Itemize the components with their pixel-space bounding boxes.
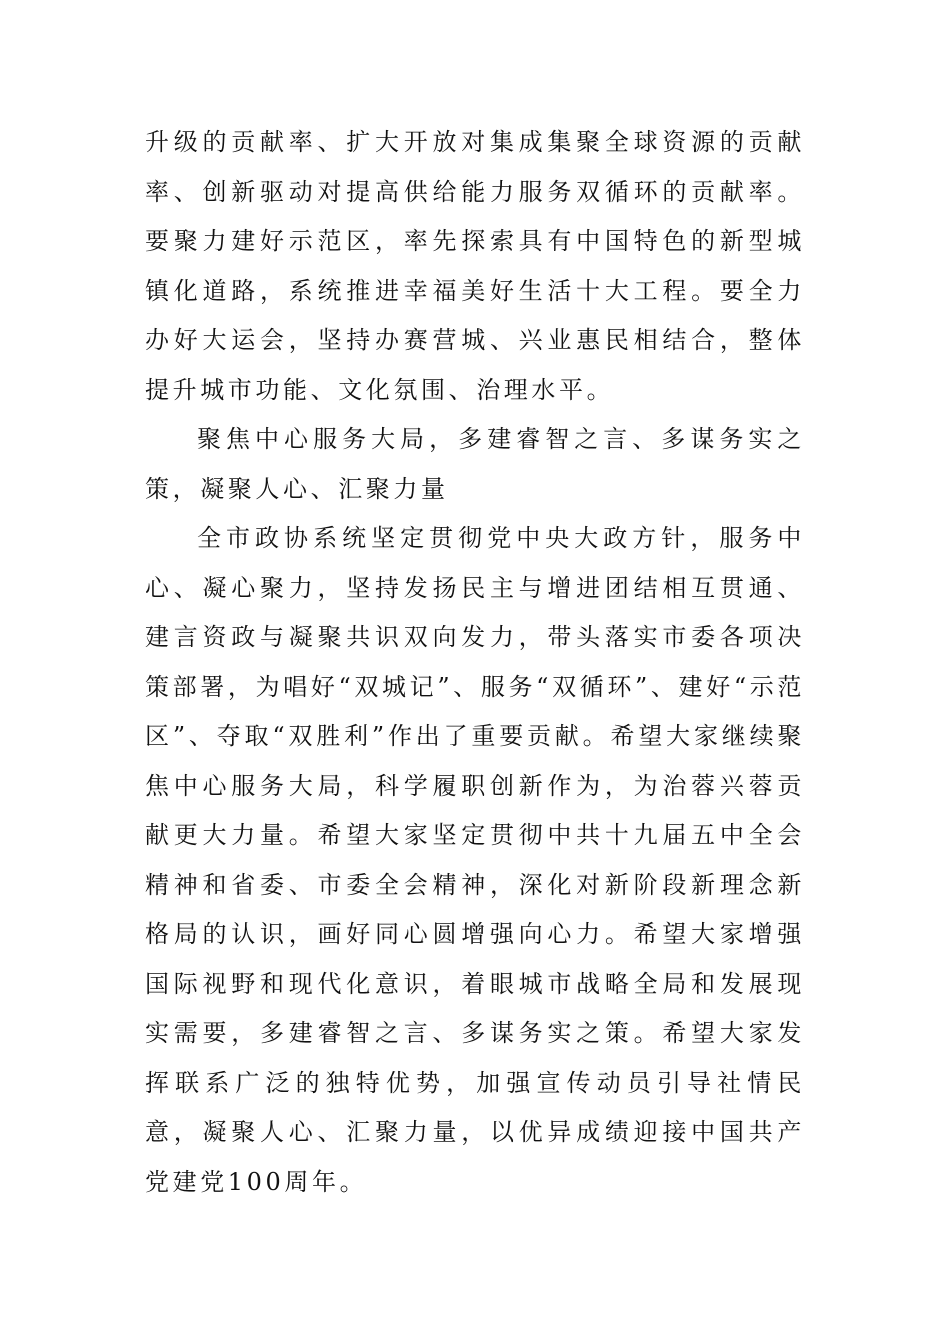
document-body xyxy=(145,118,805,1207)
section-heading-paragraph: 聚焦中心服务大局，多建睿智之言、多谋务实之策，凝聚人心、汇聚力量 xyxy=(145,425,805,503)
paragraph-body: 全市政协系统坚定贯彻党中央大政方针，服务中心、凝心聚力，坚持发扬民主与增进团结相互贯通、建言资政与凝聚共识双向发力，带头落实市委各项决策部署，为唱好“双城记”、服务“双循环”、建好“示范区”、夺取“双胜利”作出了重要贡献。希望大家继续聚焦中心服务大局，科学履职创新作为，为治蓉兴蓉贡献更大力量。希望大家坚定贯彻中共十九届五中全会精神和省委、市委全会精神，深化对新阶段新理念新格局的认识，画好同心圆增强向心力。希望大家增强国际视野和现代化意识，着眼城市战略全局和发展现实需要，多建睿智之言、多谋务实之策。希望大家发挥联系广泛的独特优势，加强宣传动员引导社情民意，凝聚人心、汇聚力量，以优异成绩迎接中国共产党建党100周年。 xyxy=(145,524,805,1196)
paragraph-continuation: 升级的贡献率、扩大开放对集成集聚全球资源的贡献率、创新驱动对提高供给能力服务双循环的贡献率。要聚力建好示范区，率先探索具有中国特色的新型城镇化道路，系统推进幸福美好生活十大工程。要全力办好大运会，坚持办赛营城、兴业惠民相结合，整体提升城市功能、文化氛围、治理水平。 xyxy=(145,128,805,404)
